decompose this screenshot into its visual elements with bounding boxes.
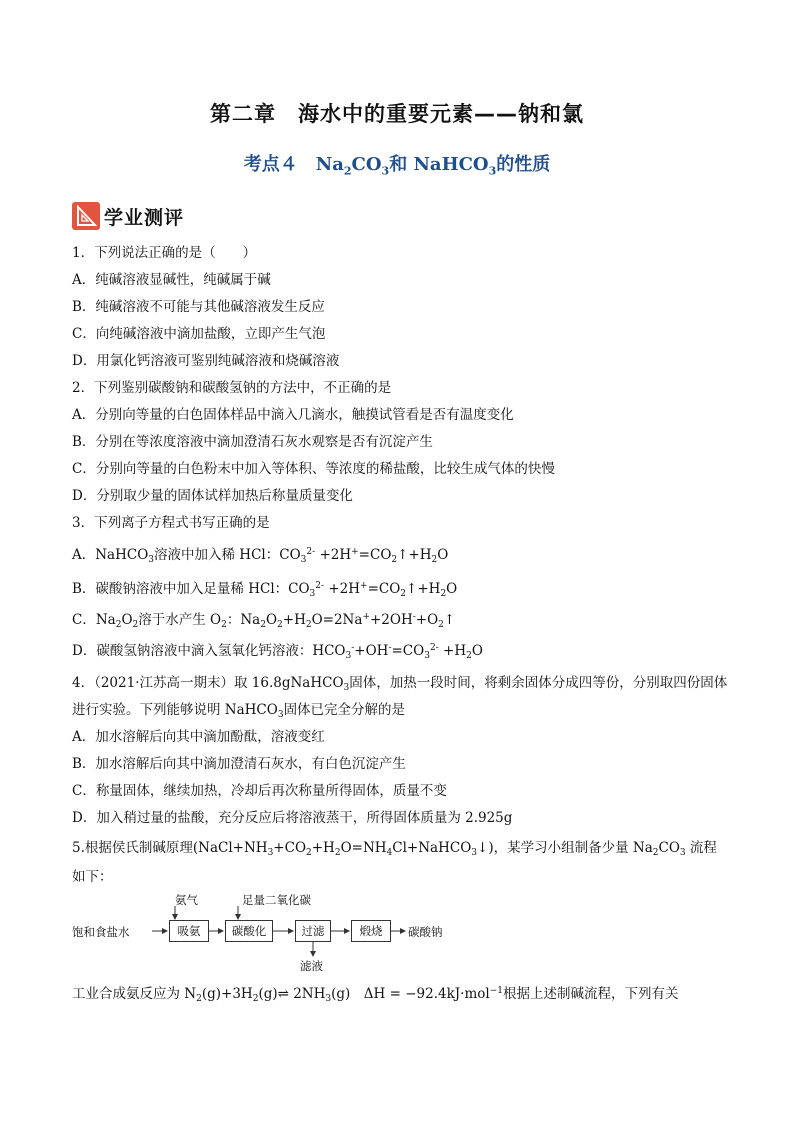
q5-last-b: 根据上述制碱流程，下列有关 <box>503 986 679 1002</box>
flow-step-3: 过滤 <box>295 920 331 942</box>
q4-option-b: B．加水溶解后向其中滴加澄清石灰水，有白色沉淀产生 <box>72 756 406 772</box>
q3-option-a: A．NaHCO$_3$溶液中加入稀 HCl：$CO_3^{2-}$ $+2H^+=CO_2↑+H_2O$ <box>72 547 449 565</box>
flow-output: 碳酸钠 <box>408 925 443 939</box>
q5-stem-b: )，某学习小组制备少量 <box>488 840 633 856</box>
q4-option-d: D．加入稍过量的盐酸，充分反应后将溶液蒸干，所得固体质量为 2.925g <box>72 810 513 826</box>
q3-stem: 3．下列离子方程式书写正确的是 <box>72 515 270 531</box>
q3-c-colon: ： <box>226 612 241 628</box>
q3-a-mid: 溶液中加入稀 HCl： <box>154 547 280 563</box>
q1-stem: 1．下列说法正确的是（ ） <box>72 245 257 261</box>
q3-c-mid: 溶于水产生 O <box>138 612 222 628</box>
q5-stem-c: 流程 <box>685 840 717 856</box>
flow-input: 饱和食盐水 <box>72 925 130 939</box>
q1-option-d: D．用氯化钙溶液可鉴别纯碱溶液和烧碱溶液 <box>72 353 340 369</box>
q2-option-b: B．分别在等浓度溶液中滴加澄清石灰水观察是否有沉淀产生 <box>72 434 433 450</box>
ruler-triangle-icon <box>72 202 100 230</box>
chapter-title: 第二章 海水中的重要元素——钠和氯 <box>210 102 584 126</box>
q4-stem-l1-end: 固体，加热一段时间，将剩余固体分成四等份，分别取四份固体 <box>349 675 728 691</box>
flow-label-co2: 足量二氧化碳 <box>242 893 311 907</box>
q5-stem-line1: 5.根据侯氏制碱原理$(NaCl+NH_3+CO_2+H_2O=NH_4Cl+NaHCO_3↓)$，某学习小组制备少量 $Na_2CO_3$ 流程 <box>72 840 717 858</box>
flow-label-filtrate: 滤液 <box>300 959 323 973</box>
q2-option-a: A．分别向等量的白色固体样品中滴入几滴水，触摸试管看是否有温度变化 <box>72 407 514 423</box>
q4-stem-line2: 进行实验。下列能够说明 NaHCO$_3$固体已完全分解的是 <box>72 702 406 720</box>
topic-prefix: 考点４ <box>243 154 316 175</box>
topic-suffix: 的性质 <box>496 154 551 175</box>
q3-option-d: D．碳酸氢钠溶液中滴入氢氧化钙溶液：$HCO_3^-+OH^-=CO_3^{2-} +H_2O$ <box>72 643 483 661</box>
section-label: 学业测评 <box>104 206 185 229</box>
q2-option-c: C．分别向等量的白色粉末中加入等体积、等浓度的稀盐酸，比较生成气体的快慢 <box>72 461 555 477</box>
q4-stem-l2a: 进行实验。下列能够说明 NaHCO <box>72 702 278 718</box>
q3-a-prefix: A．NaHCO <box>72 547 149 563</box>
q2-stem: 2．下列鉴别碳酸钠和碳酸氢钠的方法中，不正确的是 <box>72 380 392 396</box>
q3-b-prefix: B．碳酸钠溶液中加入足量稀 HCl： <box>72 581 289 597</box>
q3-option-b: B．碳酸钠溶液中加入足量稀 HCl：$CO_3^{2-}$ $+2H^+=CO_2↑+H_2O$ <box>72 581 458 599</box>
q5-stem-line2: 如下： <box>72 869 113 885</box>
q1-option-b: B．纯碱溶液不可能与其他碱溶液发生反应 <box>72 299 325 315</box>
q4-stem-l1: 4．（2021·江苏高一期末）取 16.8gNaHCO <box>72 675 344 691</box>
q1-option-c: C．向纯碱溶液中滴加盐酸，立即产生气泡 <box>72 326 326 342</box>
q4-option-c: C．称量固体，继续加热，冷却后再次称量所得固体，质量不变 <box>72 783 447 799</box>
q4-option-a: A．加水溶解后向其中滴加酚酞，溶液变红 <box>72 729 325 745</box>
process-flowchart <box>72 890 452 972</box>
q3-option-c: C．$Na_2O_2$溶于水产生 $O_2$：$Na_2O_2+H_2O=2Na^++2OH^-+O_2↑$ <box>72 612 456 630</box>
q2-option-d: D．分别取少量的固体试样加热后称量质量变化 <box>72 488 353 504</box>
q1-option-a: A．纯碱溶液显碱性，纯碱属于碱 <box>72 272 271 288</box>
topic-title: 考点４ $Na_2CO_3$和 NaHCO$_3$的性质 <box>243 154 551 178</box>
q4-stem-line1: 4．（2021·江苏高一期末）取 16.8gNaHCO$_3$固体，加热一段时间，将剩余固体分成四等份，分别取四份固体 <box>72 675 728 693</box>
q5-last-line: 工业合成氨反应为 $N_2(g)+3H_2(g)\rightleftharpoons$ $2NH_3(g)$ ΔH = −92.4kJ·mol$^{-1}$根据上述制碱流程，下列有关 <box>72 986 679 1004</box>
q3-d-prefix: D．碳酸氢钠溶液中滴入氢氧化钙溶液： <box>72 643 313 659</box>
section-header <box>72 200 184 232</box>
q3-c-prefix: C．Na <box>72 612 116 628</box>
flow-step-4: 煅烧 <box>351 920 391 942</box>
flow-label-ammonia: 氨气 <box>175 893 198 907</box>
flow-step-1: 吸氨 <box>169 920 209 942</box>
q5-stem-a: 5.根据侯氏制碱原理( <box>72 840 199 856</box>
flow-step-2: 碳酸化 <box>225 920 273 942</box>
q5-last-a: 工业合成氨反应为 <box>72 986 185 1002</box>
q4-stem-l2b: 固体已完全分解的是 <box>283 702 406 718</box>
